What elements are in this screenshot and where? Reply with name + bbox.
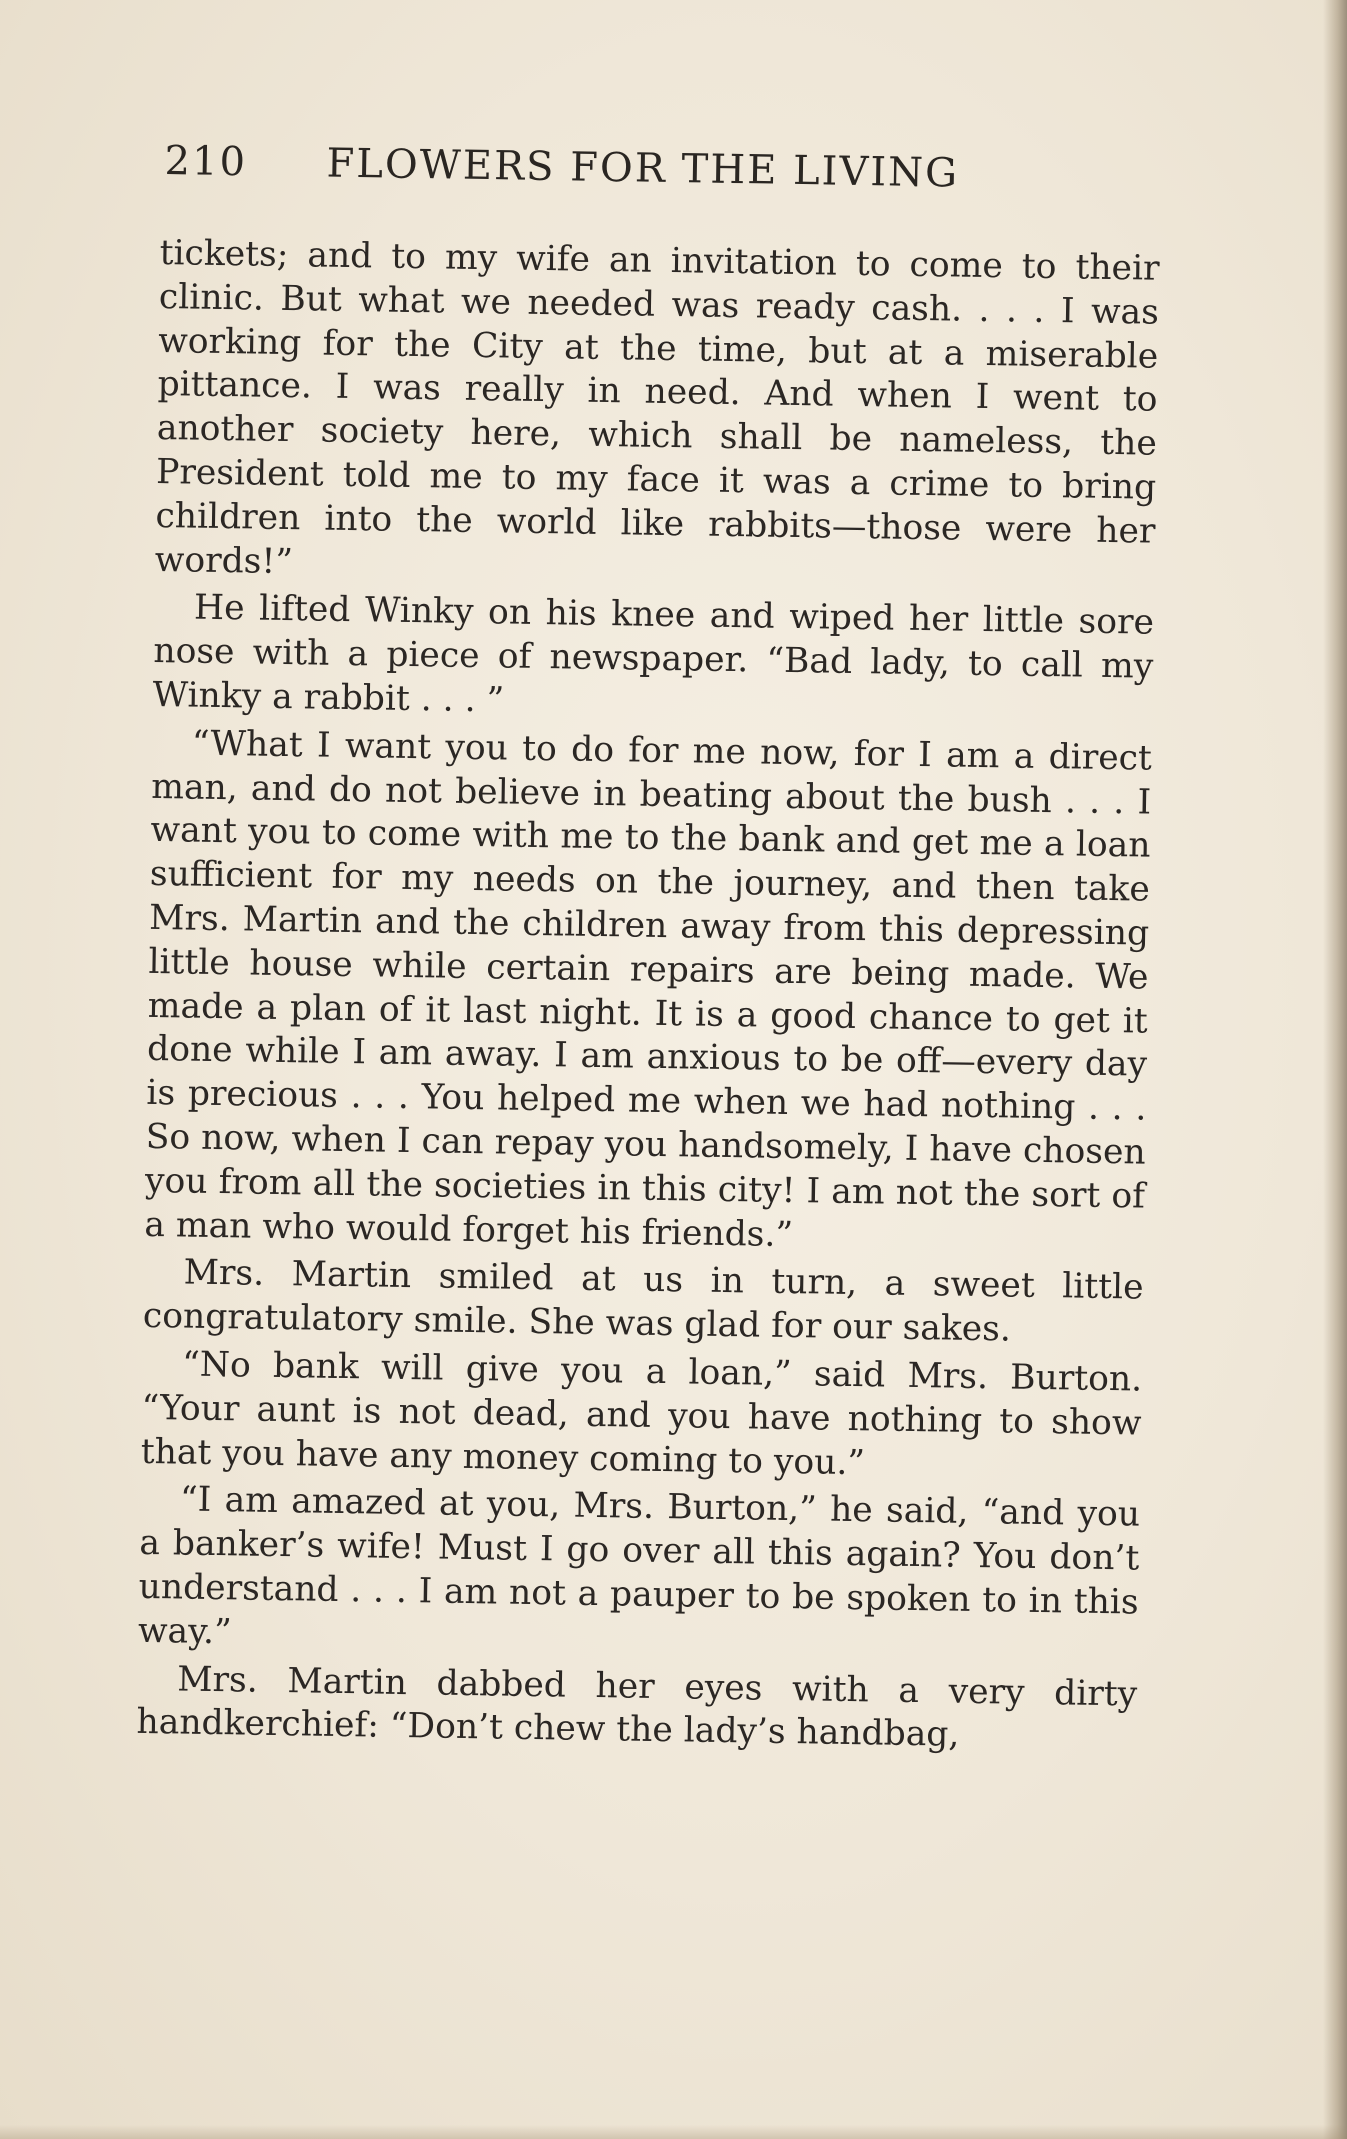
body-text: [136, 232, 1160, 1761]
paragraph: “I am amazed at you, Mrs. Burton,” he said, “and you a banker’s wife! Must I go over all this again? You don’t understand . . . I am not a pauper to be spoken to in this way.”: [137, 1479, 1141, 1652]
page-spine-shadow: [1323, 0, 1347, 2139]
paragraph: Mrs. Martin dabbed her eyes with a very dirty handkerchief: “Don’t chew the lady’s handbag,: [136, 1658, 1138, 1756]
paragraph: Mrs. Martin smiled at us in turn, a sweet little congratulatory smile. She was glad for our sakes.: [142, 1252, 1144, 1350]
page-number: 210: [164, 138, 248, 186]
page-header: [164, 138, 1025, 212]
paragraph: “No bank will give you a loan,” said Mrs. Burton. “Your aunt is not dead, and you have nothing to show that you have any money coming to you.”: [140, 1344, 1143, 1483]
running-title: FLOWERS FOR THE LIVING: [326, 140, 960, 197]
paragraph: He lifted Winky on his knee and wiped her little sore nose with a piece of newspaper. “Bad lady, to call my Winky a rabbit . . . ”: [152, 587, 1155, 721]
paragraph-continued: tickets; and to my wife an invitation to come to their clinic. But what we needed was ready cash. . . . I was working for the City at the time, but at a miserable pittance. I was really in need. And when I went to another society here, which shall be nameless, the President told me to my face it was a crime to bring children into the world like rabbits—those were her words!”: [154, 232, 1160, 582]
page-bottom-edge: [0, 2125, 1347, 2139]
paragraph: “What I want you to do for me now, for I am a direct man, and do not believe in beating about the bush . . . I want you to come with me to the bank and get me a loan sufficient for my needs on the journey, and then take Mrs. Martin and the children away from this depressing little house while certain repairs are being made. We made a plan of it last night. It is a good chance to get it done while I am away. I am anxious to be off—every day is precious . . . You helped me when we had nothing . . . So now, when I can repay you handsomely, I have chosen you from all the societies in this city! I am not the sort of a man who would forget his friends.”: [144, 723, 1153, 1255]
